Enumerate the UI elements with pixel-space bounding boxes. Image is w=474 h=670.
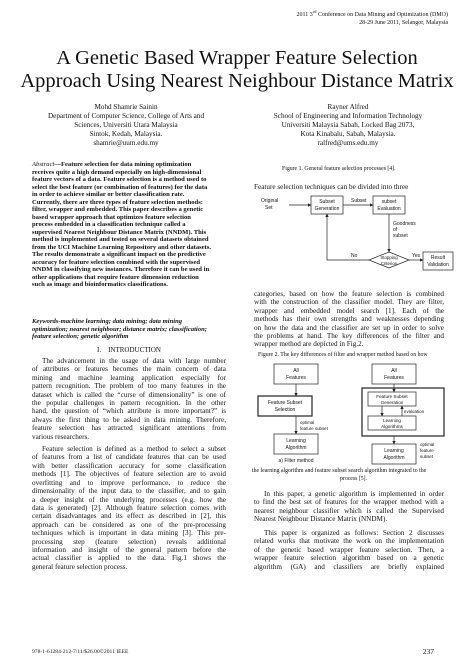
- author-block-1: [26, 103, 226, 148]
- figure-1-caption: Figure 1. General feature selection processes [4].: [282, 166, 396, 172]
- text-line: Nearest Neighbour Distance Matrix (NNDM).: [254, 515, 388, 524]
- abstract-line: method is implemented and tested on several datasets obtained: [32, 236, 209, 243]
- copyright-footer: 978-1-61284-212-7/11/$26.00©2011 IEEE: [32, 649, 129, 655]
- diagram-label: Learning: [286, 438, 306, 444]
- intro-line: feature selection has attracted significant attentions from: [32, 424, 226, 433]
- intro-line: hand, the question of “which attribute is more important?” is: [32, 407, 226, 416]
- introduction-body: [32, 357, 226, 571]
- wrapper-all-features-box: [372, 364, 416, 384]
- diagram-label: feature: [420, 448, 434, 453]
- wrapper-learning-algorithm-box: [372, 444, 416, 464]
- author-affiliation: Department of Computer Science, College of Arts and: [47, 112, 205, 120]
- diagram-label: Evaluation: [377, 206, 401, 212]
- diagram-label: Validation: [427, 262, 449, 268]
- figure-2-caption-cont: the learning algorithm and feature subset search algorithm integrated to the: [252, 468, 427, 474]
- text-line: wrapper and embedded model search [1]. Each of the: [254, 306, 444, 315]
- diagram-label: Feature Subset: [267, 400, 303, 406]
- intro-line: of attributes or features becomes the main concern of data: [32, 365, 226, 374]
- diagram-label: Subset: [319, 199, 335, 205]
- keywords-line: feature selection; genetic algorithm: [32, 333, 129, 340]
- diagram-label: Original: [261, 198, 279, 204]
- diagram-label: Algorithm: [383, 455, 405, 461]
- conference-header: [208, 8, 448, 27]
- diagram-label: Feature Subset: [376, 394, 408, 399]
- diagram-label: Learning: [383, 418, 401, 423]
- intro-line: dataset which is called the “curse of dimensionality” is one of: [32, 390, 226, 399]
- intro-line: with better classification accuracy for some classification: [32, 461, 226, 470]
- text-line: the problems at hand. The key differences of the filter and: [254, 332, 444, 341]
- author-affiliation: School of Engineering and Information Technology: [273, 112, 423, 120]
- intro-line: actual classifier is applied to the data. Fig.1 shows the: [32, 554, 226, 563]
- figure-2-caption-end: process [5].: [340, 476, 368, 482]
- diagram-label: evaluation: [404, 409, 425, 414]
- abstract-line: supervised Nearest Neighbour Distance Matrix (NNDM). This: [32, 228, 207, 236]
- diagram-label: subset: [393, 233, 408, 239]
- diagram-label: Generation: [380, 400, 404, 405]
- abstract-line: The results demonstrate a significant impact on the predictive: [32, 251, 206, 258]
- title-line: A Genetic Based Wrapper Feature Selection: [56, 47, 418, 69]
- author-name: Rayner Alfred: [327, 103, 369, 111]
- author-location: Sintok, Kedah, Malaysia.: [89, 130, 163, 138]
- text-line: algorithm (GA) and classifiers are briefly explained: [254, 562, 444, 571]
- keywords-line: optimization; nearest neighbour; distance matrix; classification;: [32, 325, 207, 333]
- text-line: nearest neighbour classifier which is called the Supervised: [254, 506, 444, 515]
- intro-line: a deeper insight of the underlying processes (e.g. how the: [32, 495, 226, 504]
- conference-date: 28-29 June 2011, Selangor, Malaysia: [359, 19, 448, 26]
- diagram-label: subset: [381, 199, 397, 205]
- text-line: to find the best set of features for the wrapper method with a: [254, 498, 444, 507]
- diagram-label: Set: [265, 205, 273, 211]
- intro-line: general feature selection process.: [32, 562, 128, 571]
- intro-line: the popular challenges in pattern recognition. In the other: [32, 399, 226, 408]
- author-affiliation: Universiti Malaysia Sabah, Locked Bag 2073,: [281, 121, 415, 129]
- diagram-label: Subset: [351, 198, 367, 204]
- abstract-line: feature vectors of a data. Feature selection is a method used to: [32, 176, 207, 183]
- intro-line: Feature selection is defined as a method to select a subset: [42, 445, 226, 454]
- text-line: methods has their own strengths and weaknesses depending: [254, 315, 444, 324]
- abstract-line: from the UCI Machine Learning Repository and other datasets.: [32, 243, 212, 251]
- text-line: with the construction of the classifier model. They are filter,: [254, 298, 444, 307]
- diagram-label: Goodness: [393, 221, 416, 227]
- author-affiliation: Sciences, Universiti Utara Malaysia: [74, 121, 178, 129]
- arrow: [327, 214, 369, 260]
- keywords-line: Keywords-machine learning; data mining; data mining: [32, 318, 183, 325]
- author-name: Mohd Shamrie Sainin: [94, 103, 158, 111]
- diagram-label: Yes: [412, 253, 421, 259]
- abstract-label: Abstract: [32, 161, 55, 168]
- abstract-dash: —: [54, 161, 61, 168]
- diagram-label: All: [293, 368, 299, 374]
- abstract-line: filter, wrapper and embedded. This paper describes a genetic: [32, 206, 204, 213]
- section-heading: [32, 346, 226, 354]
- diagram-label: optimal: [420, 442, 435, 447]
- abstract-line: such as image and bioinformatics classifications.: [32, 281, 168, 288]
- intro-line: dimensionality of the input data to the classifier, and to gain: [32, 487, 226, 496]
- text-line: of the genetic based wrapper feature selection. Then, a: [254, 545, 444, 554]
- intro-line: The advancement in the usage of data with large number: [42, 357, 226, 365]
- diagram-label: Selection: [274, 407, 296, 413]
- author-email: shamrie@uum.edu.my: [93, 139, 159, 147]
- intro-line: methods [1]. The objectives of feature selection are to avoid: [32, 470, 226, 479]
- diagram-label: No: [351, 253, 358, 259]
- intro-line: certain disadvantages and its effect as described in [2], this: [32, 512, 226, 521]
- intro-line: data is generated) [2]. Although feature selection comes with: [32, 503, 226, 512]
- abstract-line: in order to achieve similar or better classification rate.: [32, 191, 185, 198]
- text-line: related works that motivate the work on the implementation: [254, 537, 444, 546]
- figure-2-diagram: [256, 362, 452, 466]
- author-location: Kota Kinabalu, Sabah, Malaysia.: [300, 130, 396, 138]
- abstract-line: select the best feature (or combination of features) for the data: [32, 183, 208, 191]
- paper-title: [10, 47, 464, 93]
- diagram-label: Learning: [384, 448, 404, 454]
- right-text-organization: [254, 529, 444, 571]
- intro-line: processing step (feature selection) reveals additional: [32, 537, 226, 546]
- filter-learning-algorithm-box: [274, 434, 318, 454]
- abstract-line: Feature selection for data mining optimization: [60, 161, 192, 168]
- text-line: wrapper method are depicted in Fig.2.: [254, 340, 364, 349]
- diagram-label: Result: [430, 255, 446, 261]
- section-number: I.: [97, 346, 102, 354]
- diagram-label: Stopping: [380, 255, 398, 260]
- intro-line: always the first thing to be asked in data mining. Therefore,: [32, 415, 226, 424]
- right-text-categories: [254, 290, 444, 349]
- intro-line: information and insight of the general pattern before the: [32, 545, 226, 554]
- diagram-label: feature subset: [300, 426, 328, 431]
- diagram-label: of: [393, 227, 398, 233]
- diagram-label: Generation: [314, 206, 340, 212]
- abstract-line: based wrapper approach that optimizes feature selection: [32, 213, 191, 221]
- conference-line: 2011 3rd Conference on Data Mining and Optimization (DMO): [296, 9, 448, 18]
- abstract-line: NNDM in classifying new instances. Therefore it can be used in: [32, 266, 210, 273]
- subfigure-label: a) Filter method: [278, 458, 314, 464]
- intro-line: techniques which is important in data mining [3]. This pre-: [32, 529, 226, 538]
- figure-2-caption: Figure 2. The key differences of filter and wrapper method based on how: [258, 352, 428, 358]
- abstract-line: Currently, there are three types of feature selection methods:: [32, 198, 203, 206]
- page-number: 237: [422, 647, 434, 656]
- right-text-intro: [254, 183, 444, 191]
- right-text-genetic: [254, 490, 444, 524]
- figure-1-diagram: [255, 192, 455, 280]
- abstract: [32, 161, 226, 289]
- diagram-label: subset: [420, 454, 433, 459]
- author-email: ralfred@ums.edu.my: [317, 139, 379, 147]
- section-title: INTRODUCTION: [108, 346, 161, 354]
- abstract-line: receives quite a high demand especially on high-dimensional: [32, 168, 202, 176]
- abstract-line: other applications that require feature dimension reduction: [32, 273, 199, 281]
- diagram-label: Features: [286, 375, 306, 381]
- abstract-line: accuracy for feature selection combined with the supervised: [32, 258, 201, 266]
- text-line: categories, based on how the feature selection is combined: [254, 290, 444, 298]
- text-line: In this paper, a genetic algorithm is implemented in order: [264, 490, 444, 498]
- intro-line: various researchers.: [32, 432, 90, 441]
- diagram-label: Algorithm: [285, 445, 307, 451]
- diagram-label: Algorithms: [381, 424, 403, 429]
- intro-line: approach can be considered as one of the pre-processing: [32, 520, 226, 529]
- author-block-2: [248, 103, 448, 148]
- intro-line: of features from a list of candidate features that can be used: [32, 453, 226, 462]
- diagram-label: Criterion: [380, 261, 398, 266]
- text-line: on how the data and the classifier are set up in order to solve: [254, 323, 444, 332]
- keywords: [32, 318, 226, 341]
- intro-line: overfitting and to improve performance, to reduce the: [32, 478, 226, 487]
- abstract-line: process embedded in a classification technique called a: [32, 221, 186, 228]
- diagram-label: optimal: [300, 420, 315, 425]
- text-line: Feature selection techniques can be divided into three: [254, 183, 409, 191]
- filter-subset-selection-box: [258, 396, 312, 416]
- text-line: This paper is organized as follows: Section 2 discusses: [264, 529, 444, 537]
- intro-line: mining and machine learning application especially for: [32, 373, 226, 382]
- intro-line: pattern recognition. The problem of too many features in the: [32, 382, 226, 391]
- diagram-label: Features: [384, 375, 404, 381]
- text-line: wrapper feature selection algorithm based on a genetic: [254, 554, 444, 563]
- diagram-label: All: [391, 368, 397, 374]
- title-line: Approach Using Nearest Neighbour Distance Matrix: [20, 70, 454, 92]
- filter-all-features-box: [274, 364, 318, 384]
